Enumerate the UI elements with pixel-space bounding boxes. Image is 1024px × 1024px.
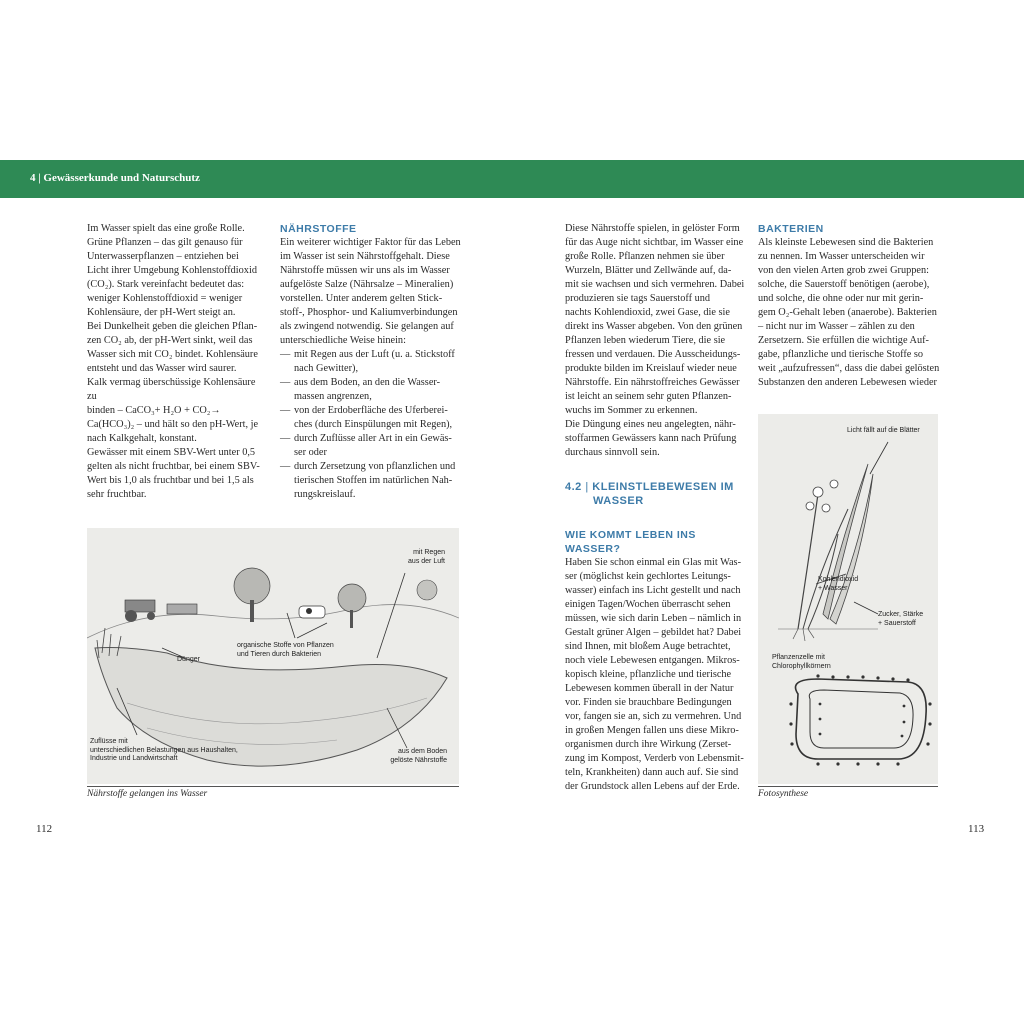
list-item <box>280 348 465 376</box>
text-line: — durch Zuflüsse aller Art in ein Gewäs- <box>294 433 452 444</box>
label-rain: mit Regen aus der Luft <box>408 549 445 565</box>
text-line: rungskreislauf. <box>294 489 356 500</box>
text-line: organismen durch ihre Wirkung (Zerset- <box>565 739 732 750</box>
text-line: große Rolle. Pflanzen nehmen sie über <box>565 251 725 262</box>
photosynthesis-illustration <box>758 414 938 784</box>
text-line: wasser) einfach ins Licht gestellt und nach <box>565 585 741 596</box>
text-line: Grüne Pflanzen – das gilt genauso für <box>87 237 243 248</box>
subheading-leben-ins-wasser: WIE KOMMT LEBEN INS WASSER? <box>565 529 696 555</box>
text-line: in großen Mengen fallen uns diese Mikro- <box>565 725 739 736</box>
nutrient-illustration <box>87 528 459 784</box>
subheading-bakterien: BAKTERIEN <box>758 223 824 235</box>
text-line: nach Gewitter), <box>294 363 359 374</box>
text-line: vorstellen. Unter anderem gelten Stick- <box>280 293 443 304</box>
text-line: der Grundstock allen Lebens auf der Erde. <box>565 781 740 792</box>
text-line: direkt ins Wasser abgeben. Von den grünen <box>565 321 743 332</box>
text-line: Haben Sie schon einmal ein Glas mit Was- <box>565 557 741 568</box>
text-line: Unterwasserpflanzen – entziehen bei <box>87 251 239 262</box>
text-line: – nicht nur im Wasser – zählen zu den <box>758 321 915 332</box>
text-line: massen angrenzen, <box>294 391 372 402</box>
text-line: tierischen Stoffen im natürlichen Nah- <box>294 475 453 486</box>
page-number-left: 112 <box>36 823 53 835</box>
naehrstoffe-list <box>280 348 465 502</box>
text-line: entsteht und das Wasser wird saurer. <box>87 363 237 374</box>
text-line: müssen, wie sich darin Leben – nämlich in <box>565 613 742 624</box>
list-item <box>280 432 465 460</box>
page-number-right: 113 <box>968 823 985 835</box>
text-line: als zwingend notwendig. Sie gelangen auf <box>280 321 454 332</box>
text-column-3 <box>565 222 750 794</box>
chapter-title: 4 | Gewässerkunde und Naturschutz <box>30 172 200 184</box>
text-line: Licht ihrer Umgebung Kohlenstoffdioxid <box>87 265 257 276</box>
text-line: von den vielen Arten grob zwei Gruppen: <box>758 265 929 276</box>
text-line: Substanzen den anderen Lebewesen wieder <box>758 377 937 388</box>
text-line: Gestalt grüner Algen – gebildet hat? Dabei <box>565 627 742 638</box>
naehrstoffe-intro <box>280 236 465 348</box>
text-line: gem O₂-Gehalt leben (anaerobe). Bakterien <box>758 307 937 318</box>
text-line: Wert bis 1,0 als fruchtbar und bei 1,5 als <box>87 475 254 486</box>
text-line: Wurzeln, Blätter und Zellwände auf, da- <box>565 265 732 276</box>
label-sugar: Zucker, Stärke + Sauerstoff <box>878 611 924 627</box>
text-line: Lebewesen kommen überall in der Natur <box>565 683 734 694</box>
text-line: kopisch kleine, pflanzliche und tierische <box>565 669 732 680</box>
naehrstoffe-continued <box>565 222 750 460</box>
text-line: Ca(HCO₃)₂ – und hält so den pH-Wert, je <box>87 419 259 430</box>
text-line: — von der Erdoberfläche des Uferberei- <box>294 405 448 416</box>
text-line: ser (möglichst kein gechlortes Leitungs- <box>565 571 731 582</box>
text-line: Gewässer mit einem SBV-Wert unter 0,5 <box>87 447 256 458</box>
text-line: Kohlensäure, der pH-Wert steigt an. <box>87 307 236 318</box>
text-line: Als kleinste Lebewesen sind die Bakterien <box>758 237 934 248</box>
text-line: im Wasser ist sein Nährstoffgehalt. Diese <box>280 251 450 262</box>
text-line: stoffarmen Gewässers kann nach Prüfung <box>565 433 737 444</box>
label-co2: Kohlendioxid + Wasser <box>818 576 859 592</box>
text-line: teln, Krankheiten) dann auch auf. Sie sind <box>565 767 739 778</box>
text-line: gelten als nicht fruchtbar, bei einem SBV- <box>87 461 260 472</box>
text-column-2 <box>280 222 465 502</box>
text-line: aufgelöste Salze (Nährsalze – Mineralien) <box>280 279 454 290</box>
section-title-line2: WASSER <box>593 495 644 507</box>
section-title-4-2: 4.2 | KLEINSTLEBEWESEN IM WASSER <box>565 481 734 507</box>
text-line: — mit Regen aus der Luft (u. a. Stickstoff <box>294 349 455 360</box>
text-line: Nährstoffe müssen wir uns als im Wasser <box>280 265 450 276</box>
text-line: Bei Dunkelheit geben die gleichen Pflan- <box>87 321 258 332</box>
bakterien-text <box>758 236 943 390</box>
label-light: Licht fällt auf die Blätter <box>847 427 920 434</box>
text-line: zu nennen. Im Wasser unterscheiden wir <box>758 251 925 262</box>
caption-rule-left <box>87 786 459 787</box>
section-title-line1: KLEINSTLEBEWESEN IM <box>592 481 734 493</box>
text-line: zung im Kompost, Verderb von Lebensmit- <box>565 753 744 764</box>
text-line: zen CO₂ ab, der pH-Wert sinkt, weil das <box>87 335 253 346</box>
list-item <box>280 376 465 404</box>
label-organic: organische Stoffe von Pflanzen und Tieren durch Bakterien <box>237 642 334 658</box>
text-line: Pflanzen leben wiederum Tiere, die sie <box>565 335 726 346</box>
label-soil: aus dem Boden gelöste Nährstoffe <box>390 748 447 764</box>
text-line: Kalk vermag überschüssige Kohlensäure zu <box>87 377 256 402</box>
text-line: noch viele Lebewesen entgangen. Mikros- <box>565 655 740 666</box>
text-line: produzieren sie tags Sauerstoff und <box>565 293 711 304</box>
section-number: 4.2 <box>565 481 582 493</box>
text-line: Zersetzern. Sie erfüllen die wichtige Auf- <box>758 335 929 346</box>
text-line: ches (durch Einspülungen mit Regen), <box>294 419 453 430</box>
list-item <box>280 460 465 502</box>
text-line: solche, die Sauerstoff benötigen (aerobe), <box>758 279 930 290</box>
text-line: Diese Nährstoffe spielen, in gelöster Form <box>565 223 740 234</box>
text-line: sind Ihnen, mit bloßem Auge betrachtet, <box>565 641 731 652</box>
text-line: produkte bilden im Kreislauf wieder neue <box>565 363 737 374</box>
figure-caption-left: Nährstoffe gelangen ins Wasser <box>87 789 208 799</box>
text-line: nach Kalkgehalt, konstant. <box>87 433 197 444</box>
text-line: Im Wasser spielt das eine große Rolle. <box>87 223 245 234</box>
text-line: — aus dem Boden, an den die Wasser- <box>294 377 441 388</box>
text-line: wuchs im Sommer zu erkennen. <box>565 405 698 416</box>
text-line: Wasser sich mit CO₂ bindet. Kohlensäure <box>87 349 258 360</box>
label-inflows: Zuflüsse mit unterschiedlichen Belastungen aus Haushalten, Industrie und Landwirtschaft <box>90 738 238 762</box>
text-line: sehr fruchtbar. <box>87 489 147 500</box>
text-line: binden – CaCO₃+ H₂O + CO₂→ <box>87 405 221 416</box>
list-item <box>280 404 465 432</box>
text-line: Ein weiterer wichtiger Faktor für das Leben <box>280 237 461 248</box>
text-column-4 <box>758 222 943 390</box>
text-line: fressen und verdauen. Die Ausscheidungs- <box>565 349 741 360</box>
text-line: vor, fangen sie an, sich zu vermehren. Und <box>565 711 742 722</box>
text-line: — durch Zersetzung von pflanzlichen und <box>294 461 456 472</box>
text-line: Die Düngung eines neu angelegten, nähr- <box>565 419 736 430</box>
text-line: durchaus sinnvoll sein. <box>565 447 660 458</box>
label-fertilizer: Dünger <box>177 656 200 663</box>
text-line: Nährstoffe. Ein nährstoffreiches Gewässer <box>565 377 740 388</box>
text-line: (CO₂). Stark vereinfacht bedeutet das: <box>87 279 245 290</box>
text-line: und solche, die ohne oder nur mit gerin- <box>758 293 924 304</box>
section-heading-naehrstoffe: NÄHRSTOFFE <box>280 223 357 235</box>
text-line: weit „aufzufressen“, dass die dabei gelösten <box>758 363 940 374</box>
text-line: unterschiedliche Weise hinein: <box>280 335 406 346</box>
figure-caption-right: Fotosynthese <box>758 789 809 799</box>
label-cell: Pflanzenzelle mit Chlorophyllkörnern <box>772 654 831 670</box>
leben-ins-wasser-text <box>565 556 750 794</box>
text-line: nachts Kohlendioxid, zwei Gase, die sie <box>565 307 730 318</box>
text-line: einigen Tagen/Wochen überrascht sehen <box>565 599 731 610</box>
text-line: gabe, pflanzliche und tierische Stoffe so <box>758 349 924 360</box>
plant-and-cell-drawing <box>758 414 938 784</box>
text-line: weniger Kohlenstoffdioxid = weniger <box>87 293 243 304</box>
text-line: ser oder <box>294 447 327 458</box>
text-line: stoff-, Phosphor- und Kaliumverbindungen <box>280 307 458 318</box>
text-column-1 <box>87 222 267 502</box>
text-line: ist leicht an seinem sehr guten Pflanzen- <box>565 391 732 402</box>
text-line: mit sie wachsen und sich vermehren. Dabei <box>565 279 745 290</box>
caption-rule-right <box>758 786 938 787</box>
text-line: vor. Finden sie brauchbare Bedingungen <box>565 697 732 708</box>
text-line: für das Auge nicht sichtbar, im Wasser eine <box>565 237 744 248</box>
